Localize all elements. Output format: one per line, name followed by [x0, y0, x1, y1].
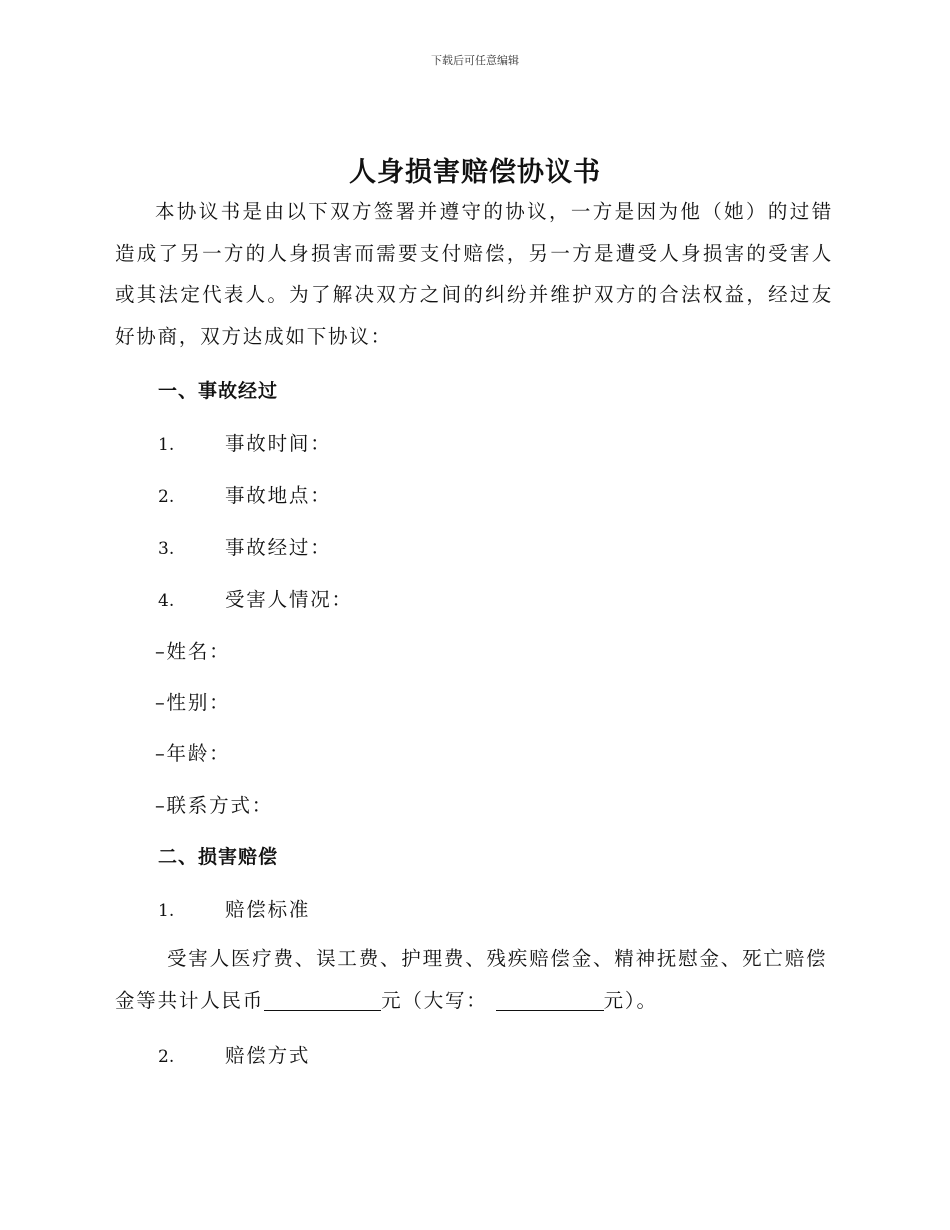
compensation-text-before: 受害人医疗费、误工费、护理费、残疾赔偿金、精神抚慰金、死亡赔偿金等共计人民币: [115, 947, 828, 1012]
header-note: 下载后可任意编辑: [431, 54, 519, 67]
item-label: 事故时间：: [225, 432, 332, 455]
section-heading-compensation: 二、损害赔偿: [158, 846, 279, 868]
item-label: 赔偿方式: [225, 1044, 311, 1067]
item-label: 事故地点：: [225, 484, 332, 507]
compensation-text-after: 元）。: [603, 988, 658, 1012]
item-number: 1.: [158, 901, 175, 921]
amount-uppercase-blank[interactable]: [496, 992, 604, 1011]
item-label: 事故经过：: [225, 536, 332, 559]
item-number: 4.: [158, 591, 175, 611]
amount-blank[interactable]: [264, 992, 381, 1011]
accident-process-item: [158, 532, 332, 560]
compensation-text-middle: 元（大写：: [381, 988, 488, 1012]
victim-age-field: –年龄：: [155, 742, 231, 765]
compensation-method-item: [158, 1040, 310, 1068]
victim-name-field: –姓名：: [155, 640, 231, 663]
item-number: 2.: [158, 487, 175, 507]
accident-location-item: [158, 480, 332, 508]
item-label: 受害人情况：: [225, 588, 353, 611]
victim-contact-field: –联系方式：: [155, 794, 274, 817]
document-title: 人身损害赔偿协议书: [349, 157, 601, 188]
compensation-standard-item: [158, 894, 310, 922]
victim-gender-field: –性别：: [155, 691, 231, 714]
compensation-paragraph: [115, 938, 833, 1021]
item-number: 3.: [158, 539, 175, 559]
item-number: 2.: [158, 1047, 175, 1067]
victim-info-item: [158, 584, 353, 612]
intro-paragraph: 本协议书是由以下双方签署并遵守的协议，一方是因为他（她）的过错造成了另一方的人身损害而需要支付赔偿，另一方是遭受人身损害的受害人或其法定代表人。为了解决双方之间的纠纷并维护双方的合法权益，经过友好协商，双方达成如下协议：: [115, 200, 833, 348]
section-heading-accident: 一、事故经过: [158, 380, 279, 402]
item-label: 赔偿标准: [225, 898, 311, 921]
item-number: 1.: [158, 435, 175, 455]
accident-time-item: [158, 428, 332, 456]
